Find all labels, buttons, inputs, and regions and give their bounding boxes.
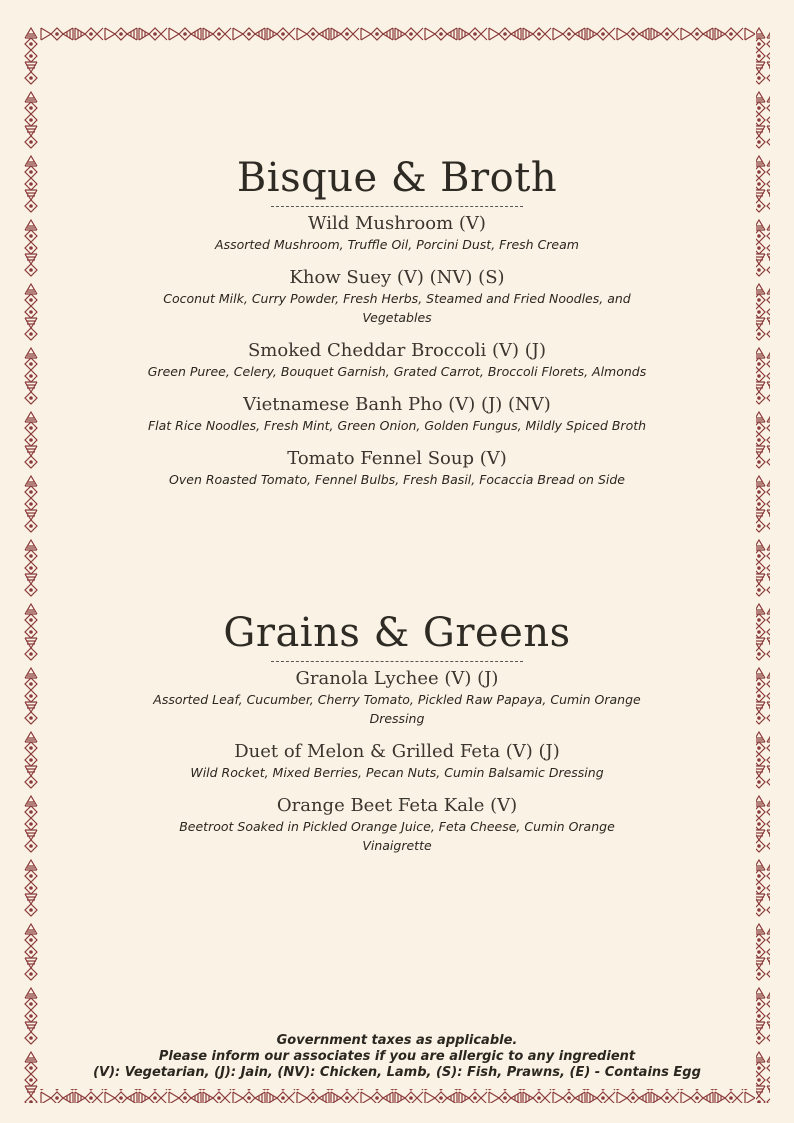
menu-item-description: Oven Roasted Tomato, Fennel Bulbs, Fresh Basil, Focaccia Bread on Side (169, 472, 625, 487)
menu-item-description: Wild Rocket, Mixed Berries, Pecan Nuts, Cumin Balsamic Dressing (190, 765, 604, 780)
section-bisque-broth (0, 154, 794, 502)
menu-item (0, 394, 794, 435)
menu-item (0, 267, 794, 327)
footer-line: Government taxes as applicable. (276, 1033, 518, 1048)
menu-item (0, 795, 794, 855)
section-title: Grains & Greens (223, 610, 571, 656)
menu-item-name: Orange Beet Feta Kale (V) (276, 795, 518, 816)
menu-item-description: Beetroot Soaked in Pickled Orange Juice, Feta Cheese, Cumin Orange Vinaigrette (179, 819, 615, 853)
menu-item-description: Assorted Mushroom, Truffle Oil, Porcini Dust, Fresh Cream (215, 237, 579, 252)
divider (271, 206, 523, 207)
menu-item-name: Wild Mushroom (V) (308, 213, 486, 234)
menu-item-name: Khow Suey (V) (NV) (S) (289, 267, 505, 288)
menu-item-description: Flat Rice Noodles, Fresh Mint, Green Onion, Golden Fungus, Mildly Spiced Broth (147, 418, 647, 433)
footer-line: (V): Vegetarian, (J): Jain, (NV): Chicken, Lamb, (S): Fish, Prawns, (E) - Contains Egg (93, 1065, 701, 1080)
section-grains-greens (0, 609, 794, 868)
menu-item-name: Duet of Melon & Grilled Feta (V) (J) (234, 741, 560, 762)
menu-item (0, 741, 794, 782)
menu-item (0, 668, 794, 728)
footer-line: Please inform our associates if you are allergic to any ingredient (158, 1049, 636, 1064)
menu-item-description: Green Puree, Celery, Bouquet Garnish, Grated Carrot, Broccoli Florets, Almonds (147, 364, 647, 379)
section-title: Bisque & Broth (236, 155, 558, 201)
menu-item-description: Coconut Milk, Curry Powder, Fresh Herbs, Steamed and Fried Noodles, and Vegetables (163, 291, 631, 325)
menu-item (0, 213, 794, 254)
menu-item-name: Granola Lychee (V) (J) (295, 668, 499, 689)
divider (271, 661, 523, 662)
menu-item-name: Smoked Cheddar Broccoli (V) (J) (247, 340, 547, 361)
menu-item (0, 340, 794, 381)
menu-item-name: Vietnamese Banh Pho (V) (J) (NV) (243, 394, 551, 415)
footer-notes (0, 1033, 794, 1081)
menu-item (0, 448, 794, 489)
menu-item-description: Assorted Leaf, Cucumber, Cherry Tomato, Pickled Raw Papaya, Cumin Orange Dressing (153, 692, 641, 726)
menu-item-name: Tomato Fennel Soup (V) (287, 448, 507, 469)
